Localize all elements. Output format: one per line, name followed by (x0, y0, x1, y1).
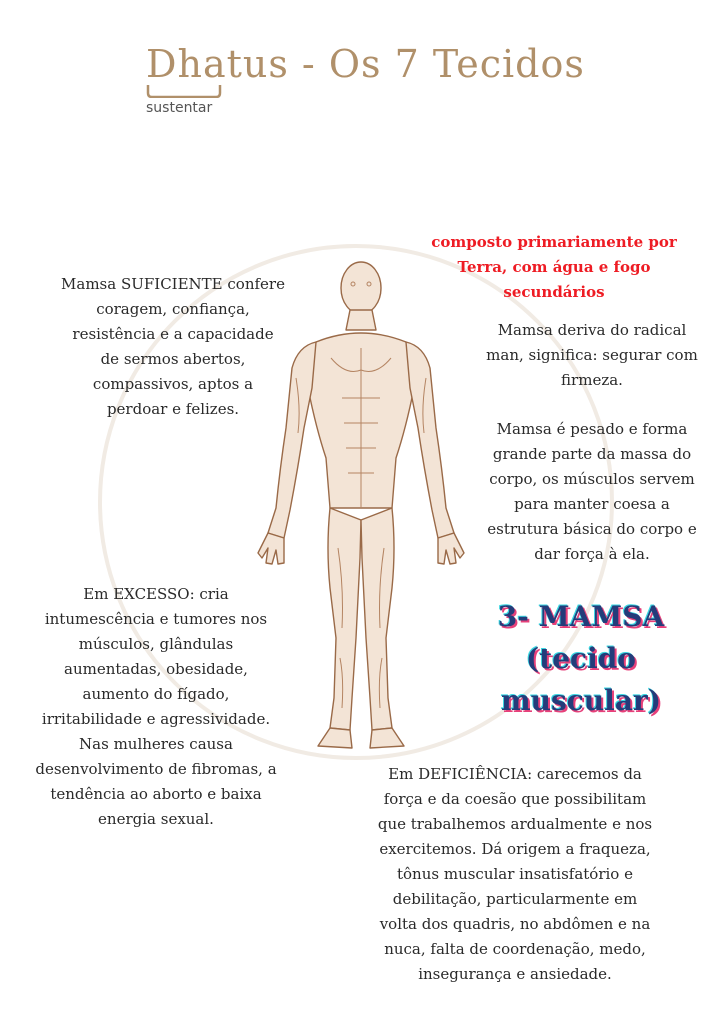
excess-text: Em EXCESSO: cria intumescência e tumores nos músculos, glândulas aumentadas, obesidade, aumento do fígado, irritabilidade e agressividade. Nas mulheres causa desenvolvimento de fibromas, a tendência ao aborto e baixa energia sexual. (35, 585, 277, 828)
sufficient-text: Mamsa SUFICIENTE confere coragem, confiança, resistência e a capacidade de sermos abertos, compassivos, aptos a perdoar e felizes. (61, 275, 285, 418)
page-title: Dhatus - Os 7 Tecidos (146, 42, 585, 86)
page-subtitle: sustentar (146, 100, 213, 116)
underbrace-icon (146, 84, 222, 98)
meaning-text: Mamsa deriva do radical man, significa: segurar com firmeza. (486, 321, 698, 389)
heavy-text: Mamsa é pesado e forma grande parte da massa do corpo, os músculos servem para manter coesa a estrutura básica do corpo e dar força à ela. (487, 420, 697, 563)
deficiency-text: Em DEFICIÊNCIA: carecemos da força e da coesão que possibilitam que trabalhemos ardualmente e nos exercitemos. Dá origem a fraqueza, tônus muscular insatisfatório e debilitação, particularmente em volta dos quadris, no abdômen e na nuca, falta de coordenação, medo, insegurança e ansiedade. (377, 765, 653, 983)
section-headline: 3- MAMSA (tecido muscular) (497, 600, 665, 717)
composition-note: composto primariamente por Terra, com água e fogo secundários (431, 233, 677, 301)
